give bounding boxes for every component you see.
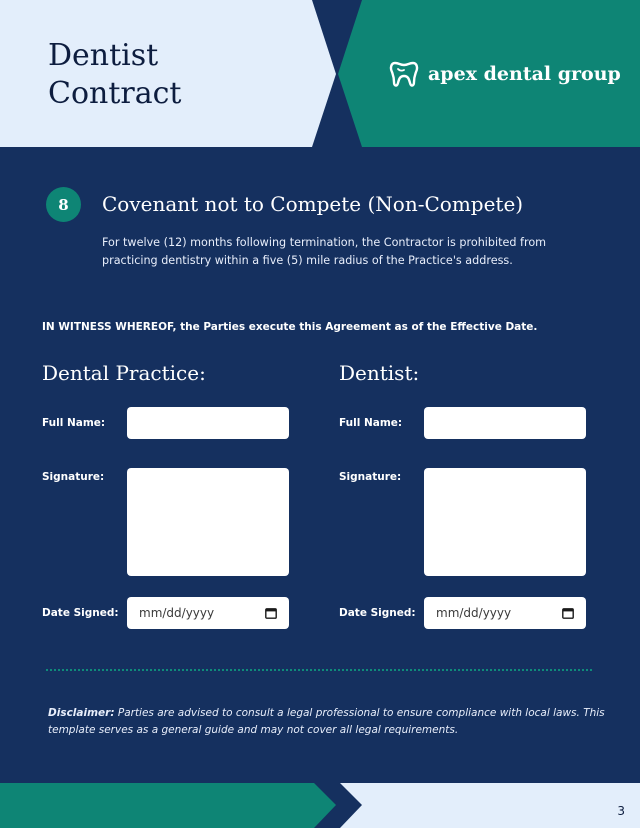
dentist-date-field[interactable] — [424, 597, 586, 629]
disclaimer-text: Parties are advised to consult a legal professional to ensure compliance with local laws. This template serves as a general guide and may not cover all legal requirements. — [48, 707, 605, 736]
disclaimer-label: Disclaimer: — [48, 707, 115, 719]
calendar-icon[interactable] — [562, 607, 574, 619]
witness-statement: IN WITNESS WHEREOF, the Parties execute this Agreement as of the Effective Date. — [42, 321, 538, 333]
practice-date-field[interactable] — [127, 597, 289, 629]
footer-background — [0, 783, 640, 828]
calendar-icon[interactable] — [265, 607, 277, 619]
dentist-signature-label: Signature: — [339, 471, 402, 483]
practice-date-placeholder: mm/dd/yyyy — [139, 606, 215, 620]
practice-signature-field[interactable] — [127, 468, 289, 576]
dentist-full-name-field[interactable] — [424, 407, 586, 439]
dentist-signature-field[interactable] — [424, 468, 586, 576]
practice-heading: Dental Practice: — [42, 361, 206, 385]
dentist-date-label: Date Signed: — [339, 607, 416, 619]
section-title: Covenant not to Compete (Non-Compete) — [102, 192, 524, 216]
section-number-badge: 8 — [46, 187, 81, 222]
dentist-signature-block — [339, 360, 599, 620]
practice-full-name-label: Full Name: — [42, 417, 106, 429]
page-number: 3 — [617, 804, 625, 818]
brand-logo — [388, 58, 621, 90]
practice-full-name-field[interactable] — [127, 407, 289, 439]
dental-practice-signature-block — [42, 360, 302, 620]
brand-name: apex dental group — [428, 63, 621, 85]
section-text: For twelve (12) months following termination, the Contractor is prohibited from practicing dentistry within a five (5) mile radius of the Practice's address. — [102, 236, 547, 267]
footer-banner — [0, 783, 640, 828]
title-line-2: Contract — [48, 76, 182, 111]
disclaimer — [48, 705, 608, 739]
header-banner — [0, 0, 640, 147]
dentist-full-name-label: Full Name: — [339, 417, 403, 429]
dentist-heading: Dentist: — [339, 361, 420, 385]
practice-date-label: Date Signed: — [42, 607, 119, 619]
dentist-date-placeholder: mm/dd/yyyy — [436, 606, 512, 620]
practice-signature-label: Signature: — [42, 471, 105, 483]
title-line-1: Dentist — [48, 38, 159, 73]
tooth-icon — [388, 58, 420, 90]
dotted-divider — [46, 669, 592, 671]
document-title — [48, 37, 288, 113]
